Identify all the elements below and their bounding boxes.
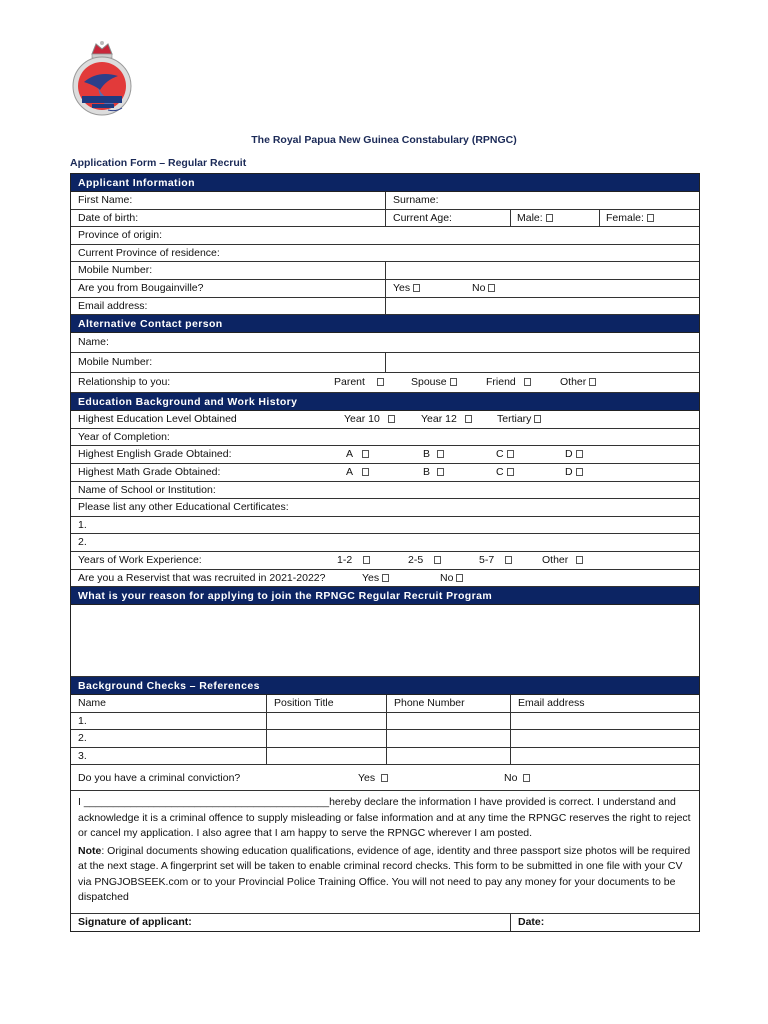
english-grade-cell [71,446,699,463]
relationship-spouse-option[interactable] [411,373,457,392]
male-option[interactable] [511,210,600,227]
current-age-field[interactable] [386,210,511,227]
work-exp-2-5-label: 2-5 [408,553,424,566]
relationship-other-option[interactable] [560,373,596,392]
friend-checkbox[interactable] [524,378,531,386]
grade-d-label: D [565,465,573,478]
reservist-row [71,570,699,588]
math-grade-b[interactable] [423,464,444,481]
col-name-header: Name [71,695,267,712]
tertiary-option[interactable] [497,411,541,428]
english-d-checkbox[interactable] [576,450,583,458]
bougainville-yes-checkbox[interactable] [413,284,420,292]
current-age-label: Current Age: [393,211,452,224]
mobile-input[interactable] [386,262,699,279]
relationship-row [71,373,699,393]
english-grade-c[interactable] [496,446,514,463]
mobile-label: Mobile Number: [78,264,153,277]
mobile-label-cell [71,262,386,279]
reservist-no-option[interactable] [440,570,463,587]
work-experience-row [71,552,699,570]
surname-field[interactable] [386,192,699,209]
math-grade-c[interactable] [496,464,514,481]
criminal-conviction-label: Do you have a criminal conviction? [78,772,241,785]
bougainville-no-checkbox[interactable] [488,284,495,292]
reservist-cell [71,570,699,587]
grade-c-label: C [496,448,504,461]
grade-a-label: A [346,448,354,461]
math-d-checkbox[interactable] [576,468,583,476]
criminal-no-checkbox[interactable] [523,774,530,782]
email-input[interactable] [386,298,699,315]
signature-row [71,914,699,931]
note-label: Note [78,844,102,857]
work-exp-2-5-checkbox[interactable] [434,556,441,564]
certificate-1-row [71,517,699,535]
school-label: Name of School or Institution: [78,483,216,496]
english-b-checkbox[interactable] [437,450,444,458]
email-row [71,298,699,316]
year12-option[interactable] [421,411,472,428]
criminal-conviction-row [71,765,699,791]
references-header-row [71,695,699,713]
work-experience-label: Years of Work Experience: [78,553,202,566]
spouse-checkbox[interactable] [450,378,457,386]
math-b-checkbox[interactable] [437,468,444,476]
grade-a-label: A [346,465,354,478]
math-grade-cell [71,464,699,481]
section-header-reason: What is your reason for applying to join the RPNGC Regular Recruit Program [71,587,699,605]
reservist-no-label: No [440,571,454,584]
math-grade-row [71,464,699,482]
no-label: No [472,281,486,294]
rpngc-crest-logo [70,40,134,120]
dob-field[interactable] [71,210,386,227]
year10-option[interactable] [344,411,395,428]
criminal-yes-option[interactable] [358,765,388,790]
province-origin-label: Province of origin: [78,229,163,242]
certificate-1-field[interactable] [71,517,699,534]
english-c-checkbox[interactable] [507,450,514,458]
other-checkbox[interactable] [589,378,596,386]
signature-field[interactable] [71,914,511,931]
province-residence-field[interactable] [71,245,699,262]
note-text: : Original documents showing education qualifications, evidence of age, identity and three passport size photos will be required at the next stage. A fingerprint set will be taken to enable criminal record checks. This form to be submitted in one file with your CV via PNGJOBSEEK.com or to your Provincial Police Training Office. You will not need to pay any money for your documents to be dispatched [78,844,691,903]
bougainville-yes-option[interactable] [393,280,420,297]
friend-label: Friend [486,376,516,389]
first-name-label: First Name: [78,194,133,206]
certificate-1-label: 1. [78,518,87,531]
certificates-row [71,499,699,517]
grade-d-label: D [565,448,573,461]
male-checkbox[interactable] [546,214,553,222]
section-header-applicant-information: Applicant Information [71,174,699,192]
declaration-block [71,791,699,914]
year10-checkbox[interactable] [388,415,395,423]
parent-label: Parent [334,376,365,389]
female-option[interactable] [600,210,699,227]
grade-b-label: B [423,448,431,461]
criminal-yes-label: Yes [358,772,376,785]
certificates-label-cell [71,499,699,516]
reference-row [71,713,699,731]
english-grade-b[interactable] [423,446,444,463]
certificates-label: Please list any other Educational Certificates: [78,501,289,514]
signature-label: Signature of applicant: [78,916,192,929]
alt-name-label: Name: [78,336,109,349]
alt-name-field[interactable] [71,333,699,352]
reference-1-phone[interactable] [387,713,511,730]
english-grade-row [71,446,699,464]
certificate-2-field[interactable] [71,534,699,551]
reservist-label: Are you a Reservist that was recruited in 2021-2022? [78,571,326,584]
first-name-field[interactable] [71,192,386,209]
grade-c-label: C [496,465,504,478]
work-exp-2-5-option[interactable] [408,552,441,569]
criminal-yes-checkbox[interactable] [381,774,388,782]
section-header-references: Background Checks – References [71,677,699,695]
work-exp-1-2-option[interactable] [337,552,370,569]
work-exp-other-label: Other [542,553,569,566]
reference-2-name[interactable] [71,730,267,747]
year12-checkbox[interactable] [465,415,472,423]
reference-1-position[interactable] [267,713,387,730]
col-email-header: Email address [518,697,585,710]
reference-2-email[interactable] [511,730,699,747]
email-label: Email address: [78,299,148,312]
alt-mobile-row [71,353,699,373]
alt-mobile-label-cell [71,353,386,372]
application-form [70,173,700,932]
reservist-yes-label: Yes [362,571,380,584]
section-header-education: Education Background and Work History [71,393,699,411]
work-experience-cell [71,552,699,569]
date-label: Date: [518,916,545,929]
school-field[interactable] [71,482,699,499]
alt-mobile-input[interactable] [386,353,699,372]
year-completion-label: Year of Completion: [78,430,170,443]
relationship-parent-option[interactable] [334,373,384,392]
work-exp-5-7-checkbox[interactable] [505,556,512,564]
parent-checkbox[interactable] [377,378,384,386]
spouse-label: Spouse [411,376,447,389]
dob-label: Date of birth: [78,211,139,224]
work-exp-other-option[interactable] [542,552,583,569]
alt-name-row [71,333,699,353]
math-c-checkbox[interactable] [507,468,514,476]
english-a-checkbox[interactable] [362,450,369,458]
col-position-header: Position Title [267,695,387,712]
dob-row [71,210,699,228]
reference-1-name[interactable] [71,713,267,730]
grade-b-label: B [423,465,431,478]
reference-3-phone[interactable] [387,748,511,765]
reservist-yes-option[interactable] [362,570,389,587]
english-grade-label: Highest English Grade Obtained: [78,448,232,461]
work-exp-1-2-checkbox[interactable] [363,556,370,564]
relationship-friend-option[interactable] [486,373,531,392]
math-grade-d[interactable] [565,464,583,481]
year10-label: Year 10 [344,413,380,426]
tertiary-checkbox[interactable] [534,415,541,423]
reference-3-email[interactable] [511,748,699,765]
surname-label: Surname: [393,194,439,206]
relationship-cell [71,373,699,392]
row-number: 3. [78,749,87,762]
section-header-alternative-contact: Alternative Contact person [71,315,699,333]
reference-3-name[interactable] [71,748,267,765]
bougainville-no-option[interactable] [472,280,495,297]
education-level-cell [71,411,699,428]
reservist-yes-checkbox[interactable] [382,574,389,582]
row-number: 1. [78,714,87,727]
bougainville-row [71,280,699,298]
reference-2-position[interactable] [267,730,387,747]
math-grade-label: Highest Math Grade Obtained: [78,465,221,478]
first-name-row [71,192,699,210]
province-origin-field[interactable] [71,227,699,244]
education-level-label: Highest Education Level Obtained [78,413,237,426]
email-label-cell [71,298,386,315]
female-label: Female: [606,211,644,224]
province-residence-label: Current Province of residence: [78,246,220,259]
female-checkbox[interactable] [647,214,654,222]
math-grade-a[interactable] [346,464,369,481]
year-completion-row [71,429,699,447]
certificate-2-row [71,534,699,552]
criminal-conviction-cell [71,765,699,790]
work-exp-5-7-label: 5-7 [479,553,495,566]
school-row [71,482,699,500]
row-number: 2. [78,732,87,745]
relationship-label: Relationship to you: [78,376,171,389]
organization-title: The Royal Papua New Guinea Constabulary (RPNGC) [251,134,517,146]
certificate-2-label: 2. [78,536,87,549]
declaration-text: I __________________________________________hereby declare the information I have provided is correct. I understand and acknowledge it is a criminal offence to supply misleading or false information and at any time the RPNGC reserves the right to reject or cancel my application. I also agree that I am happy to serve the RPNGC wherever I am posted. [78,796,691,840]
male-label: Male: [517,211,543,224]
province-origin-row [71,227,699,245]
criminal-no-label: No [504,772,518,785]
reason-textarea[interactable] [71,605,699,677]
reservist-no-checkbox[interactable] [456,574,463,582]
tertiary-label: Tertiary [497,413,532,426]
work-exp-other-checkbox[interactable] [576,556,583,564]
education-level-row [71,411,699,429]
english-grade-d[interactable] [565,446,583,463]
other-label: Other [560,376,587,389]
province-residence-row [71,245,699,263]
crest-icon [70,40,134,120]
alt-mobile-label: Mobile Number: [78,356,153,369]
bougainville-label-cell [71,280,386,297]
math-a-checkbox[interactable] [362,468,369,476]
year-completion-field[interactable] [71,429,699,446]
col-phone-header: Phone Number [387,695,511,712]
bougainville-options [386,280,699,297]
bougainville-label: Are you from Bougainville? [78,281,204,294]
english-grade-a[interactable] [346,446,369,463]
reference-2-phone[interactable] [387,730,511,747]
criminal-no-option[interactable] [504,765,530,790]
reference-row [71,730,699,748]
work-exp-1-2-label: 1-2 [337,553,353,566]
work-exp-5-7-option[interactable] [479,552,512,569]
reference-row [71,748,699,766]
note-paragraph [78,844,692,906]
mobile-row [71,262,699,280]
date-field[interactable] [511,914,699,931]
yes-label: Yes [393,281,411,294]
year12-label: Year 12 [421,413,457,426]
reference-3-position[interactable] [267,748,387,765]
form-title: Application Form – Regular Recruit [70,157,247,169]
reference-1-email[interactable] [511,713,699,730]
